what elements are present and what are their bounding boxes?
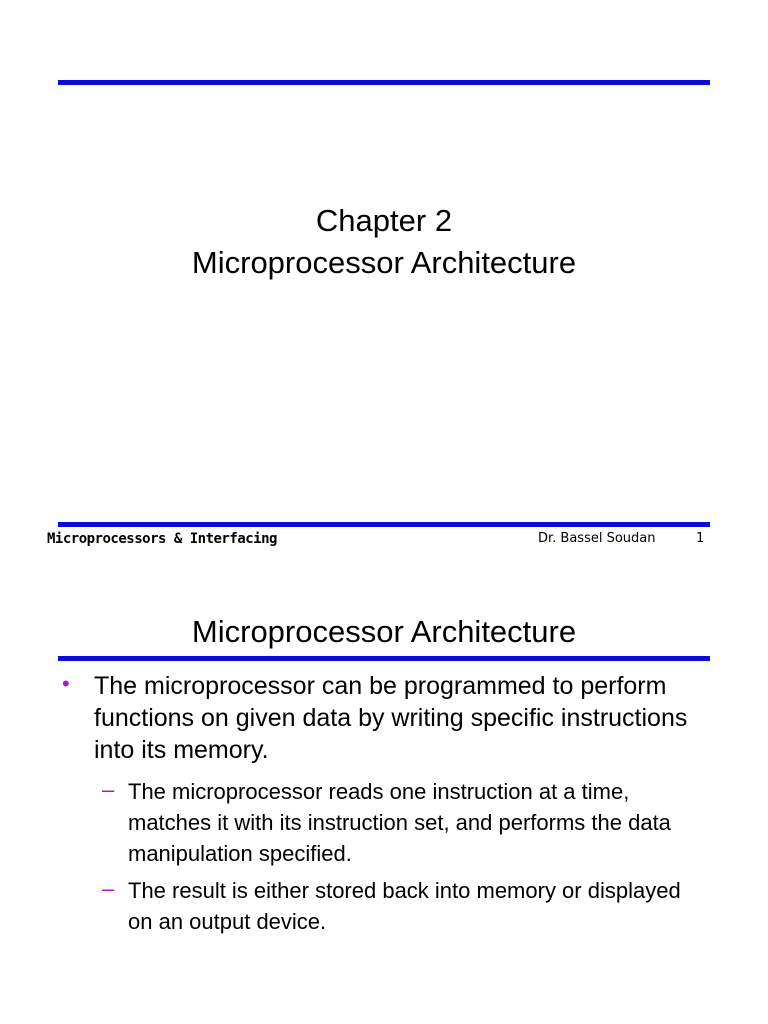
bullet-list <box>58 670 698 943</box>
slide1-footer-rule <box>58 522 710 527</box>
chapter-title: Microprocessor Architecture <box>191 245 577 280</box>
footer-course-name: Microprocessors & Interfacing <box>47 531 277 547</box>
slide2-title-rule <box>58 656 710 661</box>
sub-item-text: The result is either stored back into memory or displayed on an output device. <box>128 878 681 934</box>
slide2-title: Microprocessor Architecture <box>191 614 577 649</box>
footer-author: Dr. Bassel Soudan <box>538 531 656 546</box>
list-item <box>58 875 698 937</box>
slide1-top-rule <box>58 80 710 85</box>
list-item <box>58 670 698 766</box>
bullet-text: The microprocessor can be programmed to perform functions on given data by writing specific instructions into its memory. <box>94 672 688 764</box>
slide1-title <box>0 200 768 284</box>
sub-item-text: The microprocessor reads one instruction at a time, matches it with its instruction set, and performs the data manipulation specified. <box>128 779 671 866</box>
bullet-dot-icon: • <box>62 671 70 696</box>
footer-page-number: 1 <box>696 531 705 546</box>
dash-icon: – <box>102 777 115 802</box>
chapter-label: Chapter 2 <box>315 203 453 238</box>
dash-icon: – <box>102 876 115 901</box>
list-item <box>58 776 698 869</box>
sub-list <box>58 776 698 937</box>
